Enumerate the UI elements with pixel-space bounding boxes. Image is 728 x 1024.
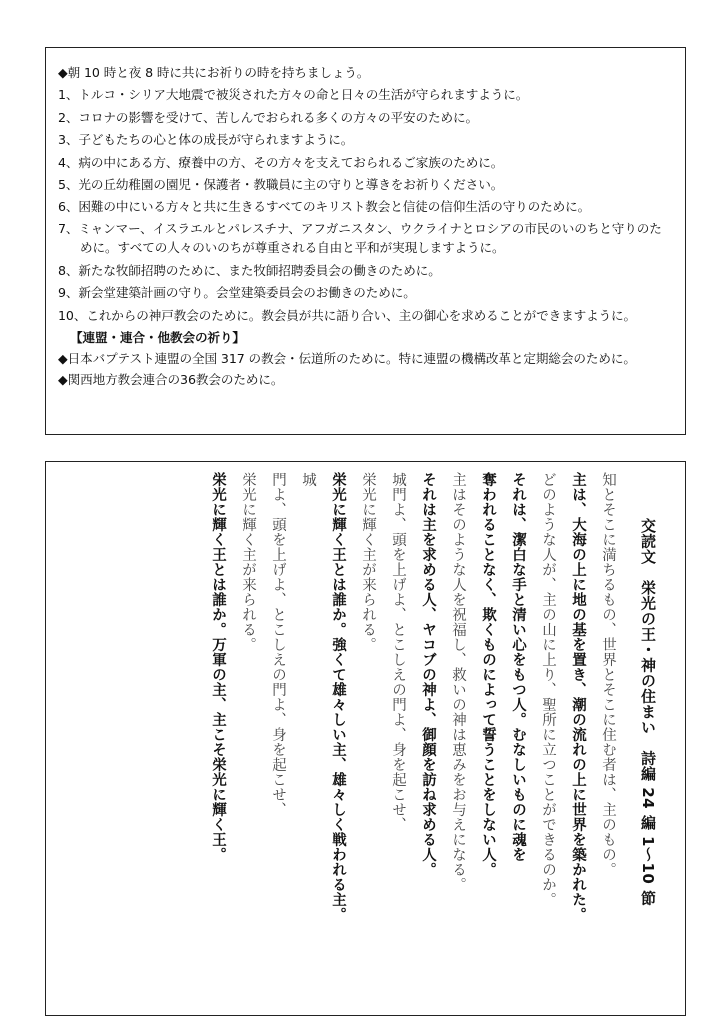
reading-columns [203,472,663,1002]
prayer-item-9: 9、新会堂建築計画の守り。会堂建築委員会のお働きのために。 [58,285,416,301]
reading-line-1: 知とそこに満ちるもの、世界とそこに住む者は、主のもの。 [600,472,616,877]
prayer-item-7: 7、ミャンマー、イスラエルとパレスチナ、アフガニスタン、ウクライナとロシアの市民のいのちと守りのために。すべての人々のいのちが尊重される自由と平和が実現しますように。 [58,220,662,255]
reading-title: 交読文 栄光の王・神の住まい 詩編 24 編 1～10 節 [639,518,657,906]
reading-line-12: 門よ、頭を上げよ、とこしえの門よ、身を起こせ、 [270,472,286,817]
prayer-item-1: 1、トルコ・シリア大地震で被災された方々の命と日々の生活が守られますように。 [58,87,529,103]
prayer-item-2: 2、コロナの影響を受けて、苦しんでおられる多くの方々の平安のために。 [58,109,478,125]
reading-line-6: 主はそのような人を祝福し、救いの神は恵みをお与えになる。 [450,472,466,892]
section-header: 【連盟・連合・他教会の祈り】 [70,330,245,346]
reading-line-10: 栄光に輝く王とは誰か。強くて雄々しい主、雄々しく戦われる主。 [330,472,346,922]
section-item-1: ◆日本バプテスト連盟の全国 317 の教会・伝道所のために。特に連盟の機構改革と定期総会のために。 [58,351,636,367]
prayer-item-4: 4、病の中にある方、療養中の方、その方々を支えておられるご家族のために。 [58,154,504,170]
reading-line-14: 栄光に輝く王とは誰か。万軍の主、主こそ栄光に輝く王。 [210,472,226,862]
reading-line-11: 城 [300,472,316,487]
prayer-item-5: 5、光の丘幼稚園の園児・保護者・教職員に主の守りと導きをお祈りください。 [58,177,504,193]
section-item-2: ◆関西地方教会連合の36教会のために。 [58,372,284,388]
prayer-item-3: 3、子どもたちの心と体の成長が守られますように。 [58,132,354,148]
reading-line-13: 栄光に輝く主が来られる。 [240,472,256,652]
reading-line-7: それは主を求める人、ヤコブの神よ、御顔を訪ね求める人。 [420,472,436,877]
prayer-intro: ◆朝 10 時と夜 8 時に共にお祈りの時を持ちましょう。 [58,65,370,80]
prayer-item-6: 6、困難の中にいる方々と共に生きるすべてのキリスト教会と信徒の信仰生活の守りのために。 [58,199,591,215]
reading-line-8: 城門よ、頭を上げよ、とこしえの門よ、身を起こせ、 [390,472,406,832]
reading-line-5: 奪われることなく、欺くものによって誓うことをしない人。 [480,472,496,877]
reading-line-9: 栄光に輝く主が来られる。 [360,472,376,652]
reading-line-4: それは、潔白な手と清い心をもつ人。むなしいものに魂を [510,472,526,862]
prayer-item-10: 10、これからの神戸教会のために。教会員が共に語り合い、主の御心を求めることができますように。 [58,307,637,323]
reading-line-3: どのような人が、主の山に上り、聖所に立つことができるのか。 [540,472,556,907]
responsive-reading-box [45,461,686,1016]
reading-line-2: 主は、大海の上に地の基を置き、潮の流れの上に世界を築かれた。 [570,472,586,922]
prayer-item-8: 8、新たな牧師招聘のために、また牧師招聘委員会の働きのために。 [58,262,441,278]
prayer-list-box [45,47,686,435]
